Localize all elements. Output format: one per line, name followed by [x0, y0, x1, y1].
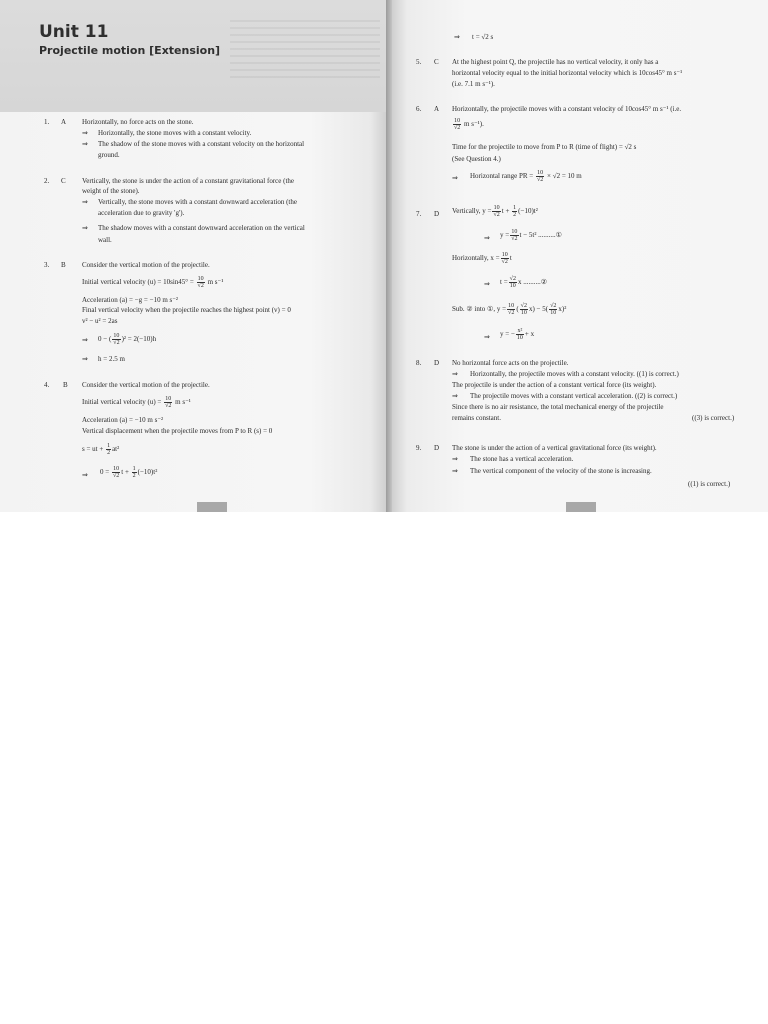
- equation-line: [500, 328, 534, 341]
- equation-text: Initial vertical velocity (u) =: [82, 398, 162, 407]
- answer-letter: B: [61, 261, 66, 269]
- answer-letter: A: [434, 105, 440, 113]
- explanation-line: Consider the vertical motion of the projectile.: [82, 261, 210, 269]
- equation-line: [82, 276, 223, 289]
- implies-arrow: ⇒: [452, 455, 458, 463]
- equation-line: [500, 276, 547, 289]
- denominator: √2: [501, 259, 508, 265]
- fraction: [512, 205, 517, 218]
- explanation-line: remains constant.: [452, 414, 501, 422]
- fraction: [536, 170, 544, 183]
- fraction: [164, 396, 172, 409]
- answer-letter: D: [434, 210, 440, 218]
- equation-text: )² = 2(−10)h: [121, 335, 157, 344]
- numerator: 1: [513, 205, 517, 211]
- question-number: 1.: [44, 118, 50, 126]
- explanation-line: Horizontally, the stone moves with a constant velocity.: [98, 129, 252, 137]
- explanation-line: ground.: [98, 151, 120, 159]
- bleed-through-text: [230, 18, 380, 78]
- implies-arrow: ⇒: [452, 467, 458, 475]
- unit-header-band: [0, 0, 386, 112]
- implies-arrow: ⇒: [452, 174, 458, 182]
- question-number: 7.: [416, 210, 422, 218]
- denominator: 2: [513, 212, 517, 218]
- fraction: [520, 303, 528, 316]
- fraction: [549, 303, 557, 316]
- equation-text: (−10)t²: [137, 468, 158, 477]
- fraction: [453, 118, 461, 131]
- equation-text: t +: [501, 207, 510, 216]
- explanation-line: Vertically, the stone is under the action of a constant gravitational force (the: [82, 177, 294, 185]
- equation-text: Sub. ② into ①, y =: [452, 305, 507, 314]
- page-number-tab: [197, 502, 227, 512]
- equation-text: (: [516, 305, 519, 314]
- denominator: 10: [520, 310, 527, 316]
- equation-line: [452, 252, 512, 265]
- numerator: 10: [197, 276, 204, 282]
- denominator: √2: [165, 403, 172, 409]
- fraction: [509, 276, 517, 289]
- implies-arrow: ⇒: [82, 140, 88, 148]
- result-line: h = 2.5 m: [98, 355, 125, 363]
- answer-letter: A: [61, 118, 67, 126]
- numerator: 10: [511, 229, 518, 235]
- equation-text: Initial vertical velocity (u) = 10sin45° =: [82, 278, 194, 287]
- equation-line: Acceleration (a) = −10 m s⁻²: [82, 416, 164, 424]
- fraction: [510, 229, 518, 242]
- explanation-line: The stone is under the action of a vertical gravitational force (its weight).: [452, 444, 657, 452]
- denominator: √2: [113, 340, 120, 346]
- equation-text: Horizontal range PR =: [470, 172, 534, 181]
- equation-text: Vertically, y =: [452, 207, 492, 216]
- denominator: √2: [112, 473, 120, 479]
- equation-text: m s⁻¹: [207, 278, 224, 287]
- denominator: √2: [197, 283, 204, 289]
- answer-letter: D: [434, 359, 440, 367]
- denominator: 2: [107, 450, 111, 456]
- equation-text: y =: [500, 231, 510, 240]
- implies-arrow: ⇒: [82, 198, 88, 206]
- equation-line: [452, 205, 538, 218]
- explanation-line: Horizontally, no force acts on the stone.: [82, 118, 194, 126]
- numerator: 10: [113, 333, 120, 339]
- numerator: 10: [501, 252, 508, 258]
- answer-letter: B: [63, 381, 68, 389]
- explanation-line: Final vertical velocity when the projectile reaches the highest point (v) = 0: [82, 306, 291, 314]
- denominator: 2: [132, 473, 136, 479]
- explanation-line: The projectile is under the action of a constant vertical force (its weight).: [452, 381, 657, 389]
- question-number: 6.: [416, 105, 422, 113]
- equation-text: × √2 = 10 m: [547, 172, 582, 181]
- unit-subtitle: Projectile motion [Extension]: [39, 44, 221, 57]
- equation-line: [82, 396, 191, 409]
- denominator: √2: [511, 236, 518, 242]
- equation-text: 0 − (: [98, 335, 112, 344]
- equation-line: [500, 229, 562, 242]
- answer-letter: D: [434, 444, 440, 452]
- question-number: 4.: [44, 381, 50, 389]
- equation-text: x ..........②: [517, 278, 547, 287]
- correct-note: ((3) is correct.): [692, 414, 735, 422]
- explanation-line: Consider the vertical motion of the projectile.: [82, 381, 210, 389]
- explanation-line: No horizontal force acts on the projectile.: [452, 359, 569, 367]
- correct-note: ((1) is correct.): [688, 480, 731, 488]
- fraction: [132, 466, 137, 479]
- equation-text: x)²: [558, 305, 567, 314]
- implies-arrow: ⇒: [452, 392, 458, 400]
- answer-letter: C: [61, 177, 66, 185]
- equation-line: [100, 466, 157, 479]
- equation-text: m s⁻¹: [175, 398, 191, 407]
- explanation-line: (i.e. 7.1 m s⁻¹).: [452, 80, 495, 88]
- question-number: 5.: [416, 58, 422, 66]
- numerator: 1: [132, 466, 136, 472]
- explanation-line: Horizontally, the projectile moves with a constant velocity. ((1) is correct.): [470, 370, 679, 378]
- explanation-line: Vertical displacement when the projectile moves from P to R (s) = 0: [82, 427, 273, 435]
- question-number: 2.: [44, 177, 50, 185]
- equation-text: Horizontally, x =: [452, 254, 500, 263]
- explanation-line: (See Question 4.): [452, 155, 501, 163]
- denominator: √2: [454, 125, 461, 131]
- page-number-tab: [566, 502, 596, 512]
- implies-arrow: ⇒: [454, 33, 460, 41]
- implies-arrow: ⇒: [484, 234, 490, 242]
- equation-line: [452, 118, 484, 131]
- implies-arrow: ⇒: [82, 224, 88, 232]
- fraction: [197, 276, 205, 289]
- implies-arrow: ⇒: [82, 336, 88, 344]
- fraction: [112, 466, 120, 479]
- right-page: [392, 0, 768, 512]
- equation-text: t =: [500, 278, 508, 287]
- explanation-line: Vertically, the stone moves with a constant downward acceleration (the: [98, 198, 297, 206]
- numerator: 10: [165, 396, 172, 402]
- explanation-line: The projectile moves with a constant vertical acceleration. ((2) is correct.): [470, 392, 678, 400]
- numerator: 10: [508, 303, 515, 309]
- implies-arrow: ⇒: [484, 280, 490, 288]
- implies-arrow: ⇒: [484, 333, 490, 341]
- denominator: √2: [508, 310, 515, 316]
- fraction: [492, 205, 500, 218]
- equation-line: [470, 170, 582, 183]
- fraction: [112, 333, 120, 346]
- equation-text: y = −: [500, 330, 515, 339]
- implies-arrow: ⇒: [82, 129, 88, 137]
- implies-arrow: ⇒: [452, 370, 458, 378]
- equation-text: at²: [112, 445, 120, 454]
- fraction: [106, 443, 111, 456]
- explanation-line: The stone has a vertical acceleration.: [470, 455, 574, 463]
- explanation-line: Horizontally, the projectile moves with a constant velocity of 10cos45° m s⁻¹ (i.e.: [452, 105, 682, 113]
- equation-text: x) − 5(: [528, 305, 549, 314]
- fraction: [507, 303, 515, 316]
- denominator: √2: [537, 177, 544, 183]
- denominator: 10: [516, 335, 523, 341]
- denominator: √2: [493, 212, 500, 218]
- numerator: 10: [454, 118, 461, 124]
- explanation-line: acceleration due to gravity 'g').: [98, 209, 185, 217]
- explanation-line: At the highest point Q, the projectile has no vertical velocity, it only has a: [452, 58, 659, 66]
- denominator: 10: [550, 310, 557, 316]
- fraction: [501, 252, 509, 265]
- explanation-line: The shadow moves with a constant downward acceleration on the vertical: [98, 224, 305, 232]
- implies-arrow: ⇒: [82, 355, 88, 363]
- equation-text: s = ut +: [82, 445, 104, 454]
- equation-line: [98, 333, 156, 346]
- explanation-line: weight of the stone).: [82, 187, 140, 195]
- explanation-line: The vertical component of the velocity of the stone is increasing.: [470, 467, 652, 475]
- equation-line: Acceleration (a) = −g = −10 m s⁻²: [82, 296, 179, 304]
- equation-line: [82, 443, 119, 456]
- explanation-line: Since there is no air resistance, the total mechanical energy of the projectile: [452, 403, 664, 411]
- equation-text: m s⁻¹).: [464, 120, 484, 129]
- equation-line: [452, 303, 566, 316]
- equation-text: t: [509, 254, 512, 263]
- equation-text: t − 5t² ..........①: [519, 231, 562, 240]
- equation-text: t +: [121, 468, 129, 477]
- left-page: [0, 0, 386, 512]
- explanation-line: Time for the projectile to move from P to R (time of flight) = √2 s: [452, 143, 637, 151]
- unit-title: Unit 11: [39, 22, 109, 42]
- fraction: [516, 328, 524, 341]
- answer-letter: C: [434, 58, 439, 66]
- result-line: t = √2 s: [472, 33, 494, 41]
- explanation-line: The shadow of the stone moves with a constant velocity on the horizontal: [98, 140, 305, 148]
- implies-arrow: ⇒: [82, 471, 88, 479]
- numerator: x²: [517, 328, 523, 334]
- equation-line: v² − u² = 2as: [82, 317, 118, 325]
- equation-text: (−10)t²: [518, 207, 538, 216]
- equation-text: 0 =: [100, 468, 110, 477]
- question-number: 9.: [416, 444, 422, 452]
- denominator: 10: [509, 283, 516, 289]
- question-number: 8.: [416, 359, 422, 367]
- equation-text: + x: [524, 330, 535, 339]
- numerator: √2: [509, 276, 516, 282]
- numerator: 10: [537, 170, 544, 176]
- numerator: 1: [107, 443, 111, 449]
- numerator: 10: [493, 205, 500, 211]
- numerator: 10: [113, 466, 120, 472]
- numerator: √2: [520, 303, 527, 309]
- explanation-line: horizontal velocity equal to the initial horizontal velocity which is 10cos45° m s⁻¹: [452, 69, 683, 77]
- explanation-line: wall.: [98, 236, 112, 244]
- numerator: √2: [550, 303, 557, 309]
- question-number: 3.: [44, 261, 50, 269]
